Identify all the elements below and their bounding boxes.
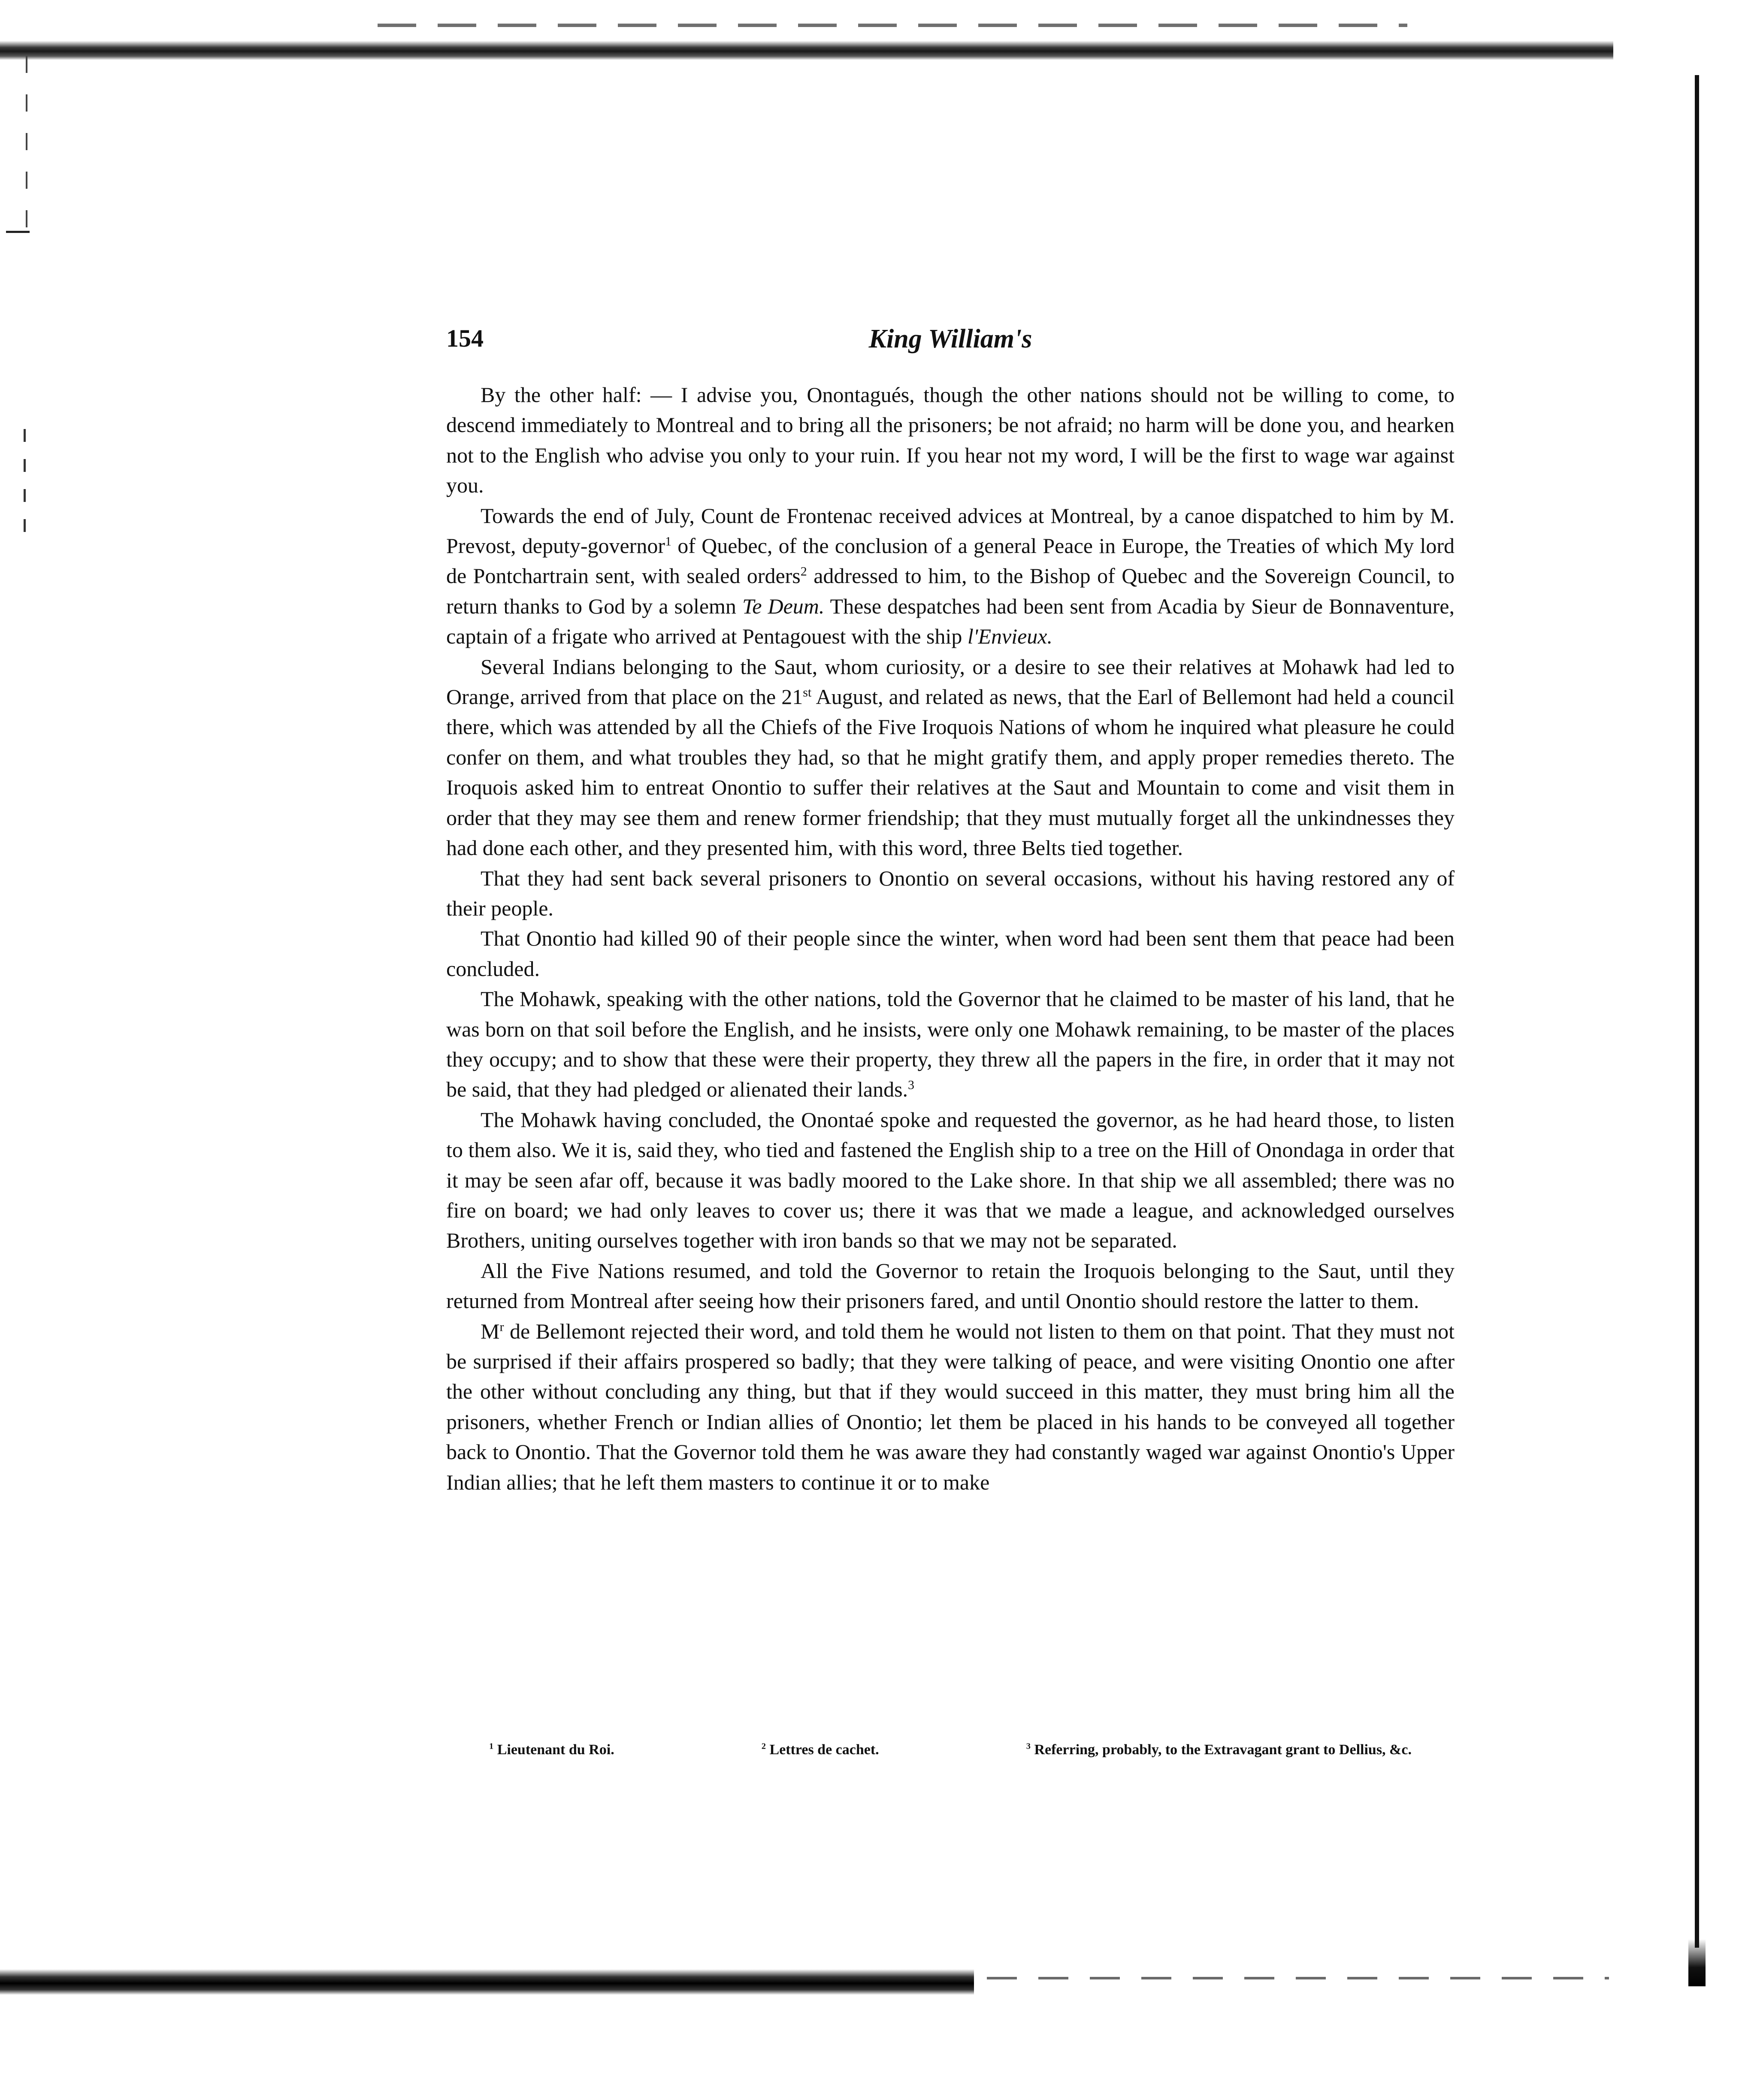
scan-mark-left-lower bbox=[24, 429, 26, 541]
body-text bbox=[446, 380, 1455, 1497]
footnote-marker: 1 bbox=[665, 534, 671, 549]
scan-dash-left bbox=[6, 231, 30, 233]
italic-phrase: Te Deum. bbox=[742, 594, 825, 618]
page-header bbox=[446, 324, 1455, 363]
abbrev-suffix: r bbox=[499, 1319, 504, 1334]
paragraph: The Mohawk having concluded, the Onontaé spoke and requested the governor, as he had heard those, to listen to them also. We it is, said they, who tied and fastened the English ship to a tree on the Hill of Onondaga in order that it may be seen afar off, because it was badly moored to the Lake shore. In that ship we all assembled; there was no fire on board; we had only leaves to cover us; there it was that we made a league, and acknowledged ourselves Brothers, uniting ourselves together with iron bands so that we may not be separated. bbox=[446, 1107, 1455, 1253]
paragraph: Towards the end of July, Count de Frontenac received advices at Montreal, by a canoe dispatched to him by M. Prevost, deputy-governor$^1$ of Quebec, of the conclusion of a general Peace in Europe, the Treaties of which My lord de Pontchartrain sent, with sealed orders$^2$ addressed to him, to the Bishop of Quebec and the Sovereign Council, to return thanks to God by a solemn Te Deum. These despatches had been sent from Acadia by Sieur de Bonnaventure, captain of a frigate who arrived at Pentagouest with the ship l'Envieux. bbox=[446, 503, 1455, 649]
footnote-marker: 2 bbox=[800, 564, 807, 579]
ordinal-suffix: st bbox=[803, 685, 812, 700]
footnote: $^1$ Lieutenant du Roi. bbox=[489, 1741, 614, 1758]
paragraph: Several Indians belonging to the Saut, whom curiosity, or a desire to see their relatives at Mohawk had led to Orange, arrived from that place on the 21st August, and related as news, that the Earl of Bellemont had held a council there, which was attended by all the Chiefs of the Five Iroquois Nations of whom he inquired what pleasure he could confer on them, and what troubles they had, so that he might gratify them, and apply proper remedies thereto. The Iroquois asked him to entreat Onontio to suffer their relatives at the Saut and Mountain to come and visit them in order that they may see them and renew former friendship; that they must mutually forget all the unkindnesses they had done each other, and they presented him, with this word, three Belts tied together. bbox=[446, 654, 1455, 860]
running-head: King William's bbox=[868, 324, 1032, 354]
paragraph: By the other half: — I advise you, Onontagués, though the other nations should not be willing to come, to descend immediately to Montreal and to bring all the prisoners; be not afraid; no harm will be done you, and hearken not to the English who advise you only to your ruin. If you hear not my word, I will be the first to wage war against you. bbox=[446, 383, 1455, 498]
ship-name: l'Envieux. bbox=[967, 624, 1053, 649]
paragraph: That they had sent back several prisoners to Onontio on several occasions, without his having restored any of their people. bbox=[446, 866, 1455, 920]
scan-border-bottom bbox=[0, 1969, 974, 1995]
scan-corner-bottom-right bbox=[1688, 1939, 1706, 1986]
footnote: $^2$ Lettres de cachet. bbox=[761, 1741, 879, 1758]
footnote-marker: 3 bbox=[908, 1078, 915, 1092]
scan-mark-left bbox=[26, 56, 27, 236]
paragraph: All the Five Nations resumed, and told the Governor to retain the Iroquois belonging to the Saut, until they returned from Montreal after seeing how their prisoners fared, and until Onontio should restore the latter to them. bbox=[446, 1258, 1455, 1313]
footnotes bbox=[489, 1742, 1412, 1758]
page-number: 154 bbox=[446, 324, 484, 352]
scan-border-bottom-thin bbox=[987, 1977, 1609, 1979]
paragraph: The Mohawk, speaking with the other nations, told the Governor that he claimed to be master of his land, that he was born on that soil before the English, and he insists, were only one Mohawk remaining, to be master of the places they occupy; and to show that these were their property, they threw all the papers in the fire, in order that it may not be said, that they had pledged or alienated their lands.$^3$ bbox=[446, 987, 1455, 1102]
scan-border-right bbox=[1695, 75, 1699, 1948]
paragraph: That Onontio had killed 90 of their people since the winter, when word had been sent them that peace had been concluded. bbox=[446, 926, 1455, 981]
footnote: $^3$ Referring, probably, to the Extravagant grant to Dellius, &c. bbox=[1026, 1741, 1412, 1758]
scan-border-top bbox=[0, 41, 1613, 60]
scan-border-top-thin bbox=[378, 24, 1407, 27]
paragraph: $M^r$ de Bellemont rejected their word, and told them he would not listen to them on that point. That they must not be surprised if their affairs prospered so badly; that they were talking of peace, and were visiting Onontio one after the other without concluding any thing, but that if they would succeed in this matter, they must bring him all the prisoners, whether French or Indian allies of Onontio; let them be placed in his hands to be conveyed all together back to Onontio. That the Governor told them he was aware they had constantly waged war against Onontio's Upper Indian allies; that he left them masters to continue it or to make bbox=[446, 1319, 1455, 1494]
